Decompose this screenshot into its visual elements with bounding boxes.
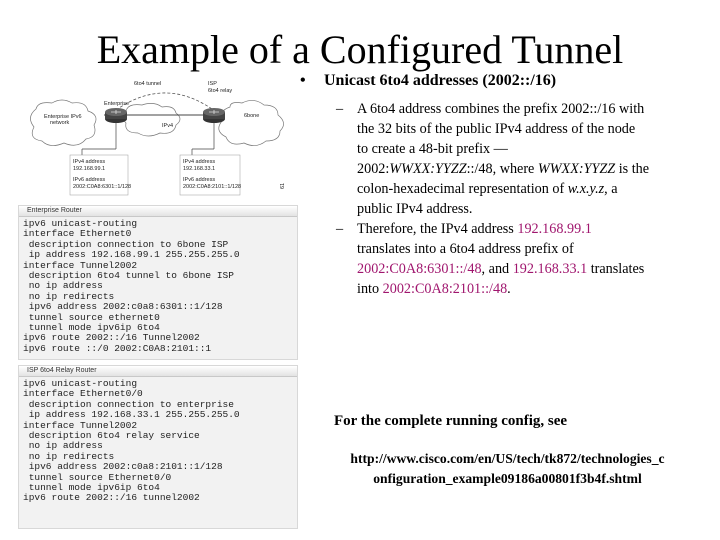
config-line: ipv6 route 2002::/16 tunnel2002	[23, 492, 200, 504]
ipv4-cloud	[123, 103, 180, 136]
reference-lead: For the complete running config, see	[334, 413, 568, 429]
ipv4-label: IPv4	[162, 123, 174, 129]
config-line: ipv6 route 2002::/16 Tunnel2002	[23, 332, 200, 344]
config-line: interface Tunnel2002	[23, 259, 138, 271]
config-line: description 6to4 relay service	[23, 430, 200, 442]
config-line: ip address 192.168.33.1 255.255.255.0	[23, 409, 240, 421]
config-line: description connection to enterprise	[23, 398, 234, 410]
config-line: ipv6 unicast-routing	[23, 378, 138, 389]
slide-title: Example of a Configured Tunnel	[96, 27, 624, 72]
config-line: ipv6 unicast-routing	[23, 218, 138, 229]
svg-text:IPv6 address: IPv6 address	[183, 177, 216, 183]
relay-label: 6to4 relay	[208, 88, 233, 94]
network-diagram	[22, 77, 292, 203]
isp-config-text	[19, 377, 297, 504]
svg-text:192.168.99.1: 192.168.99.1	[73, 166, 106, 172]
side-label: 61	[280, 182, 286, 189]
enterprise-ipv6-label-2: network	[50, 120, 70, 126]
config-line: tunnel mode ipv6ip 6to4	[23, 322, 160, 334]
svg-text:IPv4 address: IPv4 address	[183, 159, 216, 165]
enterprise-config-text	[19, 217, 297, 354]
enterprise-router-icon	[105, 108, 127, 123]
enterprise-label: Enterprise	[104, 101, 130, 107]
config-line: tunnel mode ipv6ip 6to4	[23, 482, 160, 494]
enterprise-config-header: Enterprise Router	[19, 206, 297, 217]
slide: Example of a Configured Tunnel 6to4 tunnel ISP 6to4 relay Enterprise IPv6 network Enterprise IPv4 6bone IPv4 address 192.168.99.1 IPv6 address 2002:C0A8:6301::1/128 IPv4 address 192.168.33.1 IPv6 address 2002:C0A8:2101::1/128 61 Enterprise Router ipv6 unicast-routing interface Ethernet0 description connection to 6bone ISP ip address 192.168.99.1 255.255.255.0 interface Tunnel2002 description 6to4 tunnel to 6bone ISP no ip address no ip redirects ipv6 address 2002:c0a8:6301::1/128 tunnel source ethernet0 tunnel mode ipv6ip 6to4 ipv6 route 2002::/16 Tunnel2002 ipv6 route ::/0 2002:C0A8:2101::1 ISP 6to4 Relay Router ipv6 unicast-routing interface Ethernet0/0 description connection to enterprise ip address 192.168.33.1 255.255.255.0 interface Tunnel2002 description 6to4 relay service no ip address no ip redirects ipv6 address 2002:c0a8:2101::1/128 tunnel source Ethernet0/0 tunnel mode ipv6ip 6to4 ipv6 route 2002::/16 tunnel2002 • Unicast 6to4 addresses (2002::/16) – A 6to4 address combines the prefix 2002::/16 with the 32 bits of the public IPv4 address of the node to create a 48-bit prefix — 2002:WWXX:YYZZ::/48, where WWXX:YYZZ is the colon-hexadecimal representation of w.x.y.z, a public IPv4 address. – Therefore, the IPv4 address 192.168.99.1 translates into a 6to4 address prefix of 2002:C0A8:6301::/48, and 192.168.33.1 translates into 2002:C0A8:2101::/48. For the complete running config, see http://www.cisco.com/en/US/tech/tk872/technologies_c onfiguration_example09186a00801f3b4f.shtml	[0, 0, 720, 540]
reference-url-line2[interactable]: onfiguration_example09186a00801f3b4f.shtml	[373, 471, 642, 486]
svg-text:2002:C0A8:2101::1/128: 2002:C0A8:2101::1/128	[183, 184, 242, 190]
tunnel-label: 6to4 tunnel	[134, 81, 162, 87]
sixbone-label: 6bone	[244, 113, 260, 119]
config-line: no ip redirects	[23, 450, 115, 462]
reference-url-line1[interactable]: http://www.cisco.com/en/US/tech/tk872/technologies_c	[350, 451, 665, 466]
sixbone-cloud	[219, 100, 284, 145]
svg-text:2002:C0A8:6301::1/128: 2002:C0A8:6301::1/128	[73, 184, 132, 190]
svg-text:192.168.33.1: 192.168.33.1	[183, 166, 216, 172]
svg-text:IPv6 address: IPv6 address	[73, 177, 106, 183]
isp-config-box	[18, 365, 298, 529]
enterprise-config-box	[18, 205, 298, 360]
config-line: interface Ethernet0/0	[23, 388, 143, 400]
config-line: interface Ethernet0	[23, 228, 132, 240]
isp-router-icon	[203, 108, 225, 123]
config-line: interface Tunnel2002	[23, 419, 138, 431]
config-line: tunnel source Ethernet0/0	[23, 471, 172, 483]
config-line: ipv6 address 2002:c0a8:2101::1/128	[23, 461, 223, 473]
config-line: description 6to4 tunnel to 6bone ISP	[23, 270, 234, 282]
config-line: no ip address	[23, 280, 103, 292]
config-line: tunnel source ethernet0	[23, 311, 160, 323]
config-line: ip address 192.168.99.1 255.255.255.0	[23, 249, 240, 261]
enterprise-ipv6-label-1: Enterprise IPv6	[44, 114, 82, 120]
isp-config-header: ISP 6to4 Relay Router	[19, 366, 297, 377]
left-address-box	[70, 155, 131, 195]
bullet-marker: •	[300, 72, 306, 89]
config-line: no ip redirects	[23, 290, 115, 302]
config-line: ipv6 route ::/0 2002:C0A8:2101::1	[23, 342, 212, 354]
config-line: no ip address	[23, 440, 103, 452]
isp-label: ISP	[208, 81, 217, 87]
right-address-box	[180, 155, 241, 195]
config-line: ipv6 address 2002:c0a8:6301::1/128	[23, 301, 223, 313]
bullet-text: Unicast 6to4 addresses (2002::/16)	[324, 72, 557, 89]
config-line: description connection to 6bone ISP	[23, 238, 229, 250]
svg-text:IPv4 address: IPv4 address	[73, 159, 106, 165]
